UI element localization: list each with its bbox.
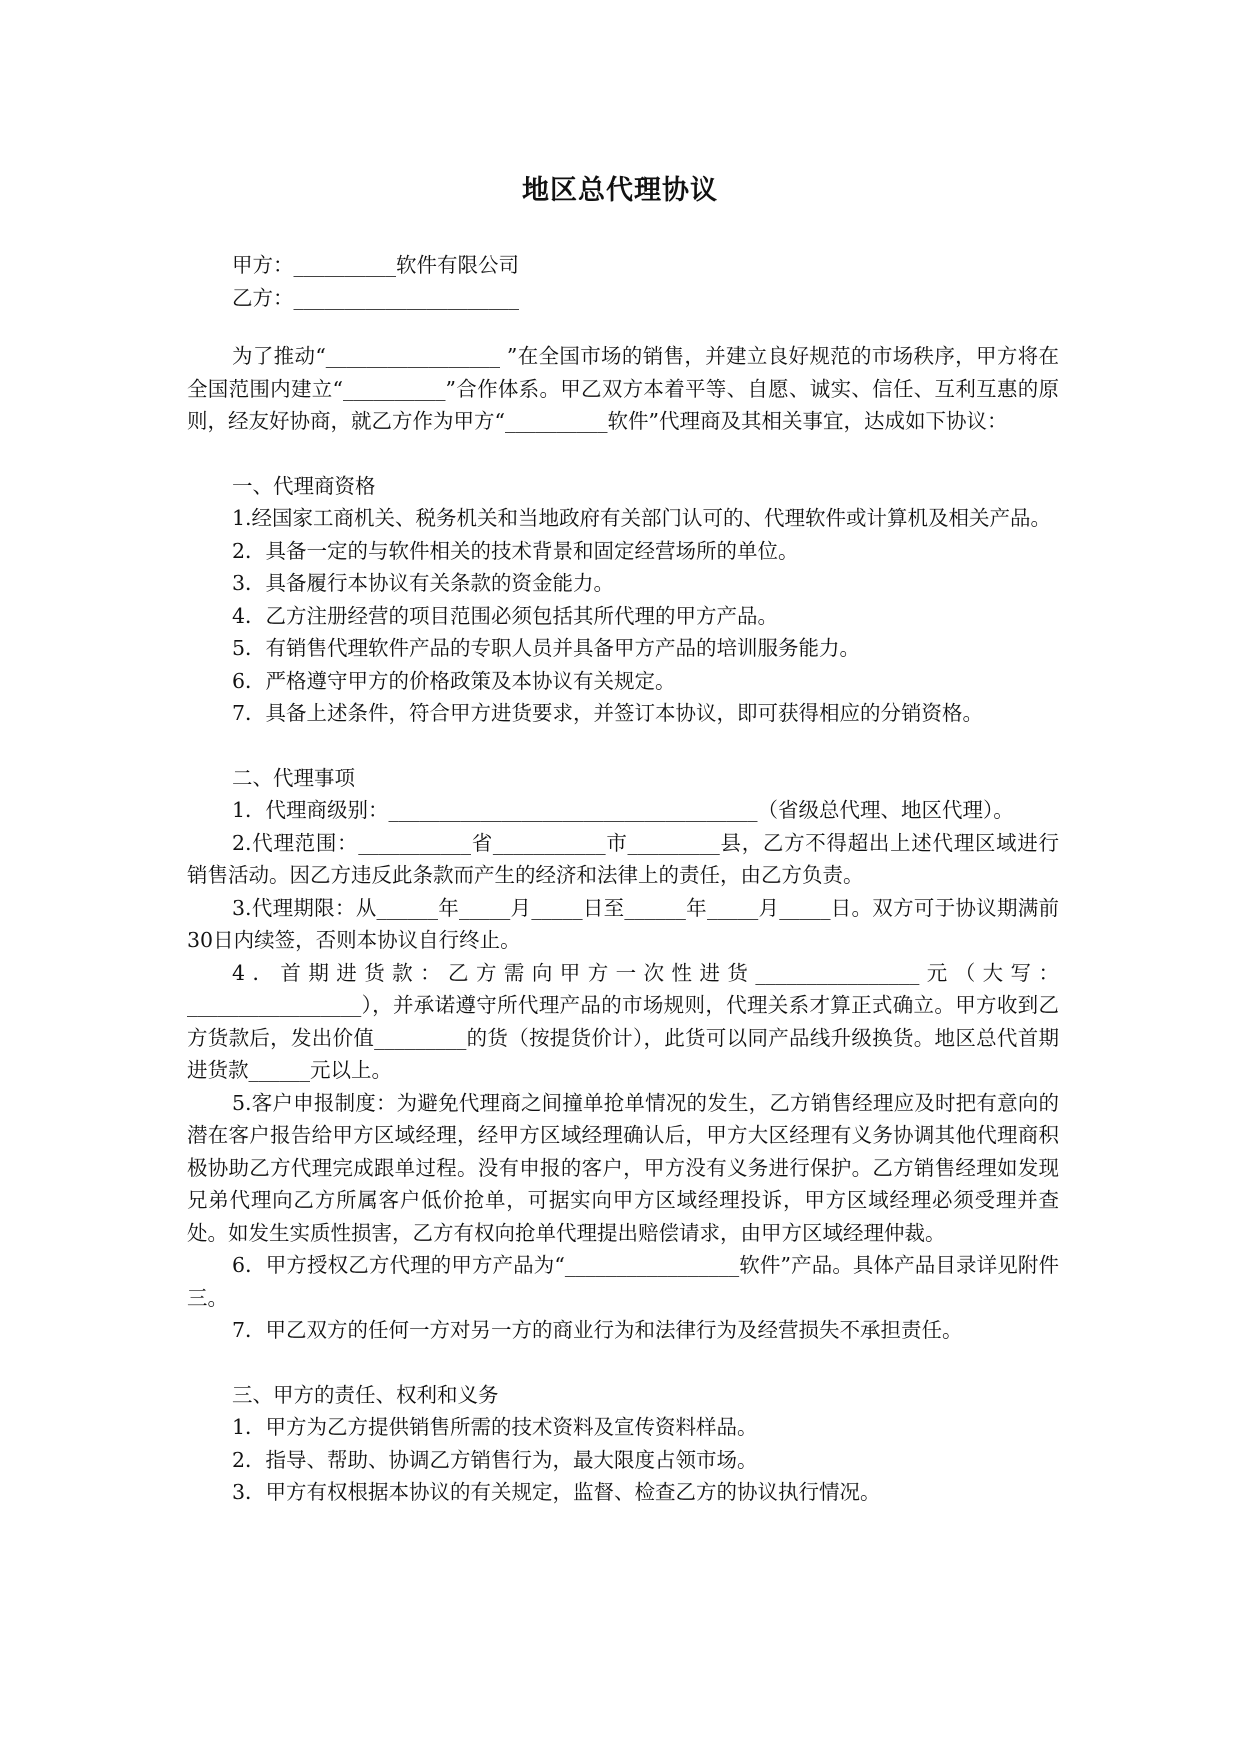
party-a-line: 甲方：__________软件有限公司: [232, 253, 519, 277]
list-item: 2.代理范围：___________省___________市_________县，乙方不得超出上述代理区域进行销售活动。因乙方违反此条款而产生的经济和法律上的责任，由乙方负责。: [187, 830, 1059, 887]
preamble-paragraph: 为了推动“_________________ ”在全国市场的销售，并建立良好规范的市场秩序，甲方将在全国范围内建立“__________”合作体系。甲乙双方本着平等、自愿、诚实、信任、互利互惠的原则，经友好协商，就乙方作为甲方“__________软件”代理商及其相关事宜，达成如下协议：: [187, 344, 1059, 433]
list-item: 1．甲方为乙方提供销售所需的技术资料及宣传资料样品。: [232, 1415, 758, 1439]
section-heading-agency-matters: 二、代理事项: [232, 765, 355, 790]
list-item: 5.客户申报制度：为避免代理商之间撞单抢单情况的发生，乙方销售经理应及时把有意向的潜在客户报告给甲方区域经理，经甲方区域经理确认后，甲方大区经理有义务协调其他代理商积极协助乙方代理完成跟单过程。没有申报的客户，甲方没有义务进行保护。乙方销售经理如发现兄弟代理向乙方所属客户低价抢单，可据实向甲方区域经理投诉，甲方区域经理必须受理并查处。如发生实质性损害，乙方有权向抢单代理提出赔偿请求，由甲方区域经理仲裁。: [187, 1090, 1059, 1245]
document-title: 地区总代理协议: [522, 175, 718, 206]
list-item: 5．有销售代理软件产品的专职人员并具备甲方产品的培训服务能力。: [232, 636, 861, 660]
list-item: 3.代理期限：从______年_____月_____日至______年_____月_____日。双方可于协议期满前30日内续签，否则本协议自行终止。: [187, 895, 1059, 952]
list-item: 4．首期进货款：乙方需向甲方一次性进货________________元（大写：_________________），并承诺遵守所代理产品的市场规则，代理关系才算正式确立。甲方收到乙方货款后，发出价值_________的货（按提货价计），此货可以同产品线升级换货。地区总代首期进货款______元以上。: [187, 960, 1059, 1082]
list-item: 6．严格遵守甲方的价格政策及本协议有关规定。: [232, 668, 676, 693]
list-item: 1.经国家工商机关、税务机关和当地政府有关部门认可的、代理软件或计算机及相关产品。: [232, 506, 1052, 530]
list-item: 2．具备一定的与软件相关的技术背景和固定经营场所的单位。: [232, 538, 799, 563]
list-item: 7．甲乙双方的任何一方对另一方的商业行为和法律行为及经营损失不承担责任。: [232, 1318, 963, 1342]
list-item: 4．乙方注册经营的项目范围必须包括其所代理的甲方产品。: [232, 603, 779, 628]
document-body: [187, 249, 1059, 1509]
list-item: 3．甲方有权根据本协议的有关规定，监督、检查乙方的协议执行情况。: [232, 1480, 881, 1504]
list-item: 3．具备履行本协议有关条款的资金能力。: [232, 571, 615, 595]
list-item: 6．甲方授权乙方代理的甲方产品为“_________________软件”产品。具体产品目录详见附件三。: [187, 1253, 1059, 1310]
list-item: 2．指导、帮助、协调乙方销售行为，最大限度占领市场。: [232, 1447, 758, 1472]
list-item: 1．代理商级别：____________________________________（省级总代理、地区代理）。: [232, 798, 1014, 822]
section-heading-party-a-duties: 三、甲方的责任、权利和义务: [232, 1382, 499, 1407]
list-item: 7．具备上述条件，符合甲方进货要求，并签订本协议，即可获得相应的分销资格。: [232, 701, 984, 725]
section-heading-qualification: 一、代理商资格: [232, 473, 376, 498]
party-b-line: 乙方：______________________: [232, 285, 519, 310]
